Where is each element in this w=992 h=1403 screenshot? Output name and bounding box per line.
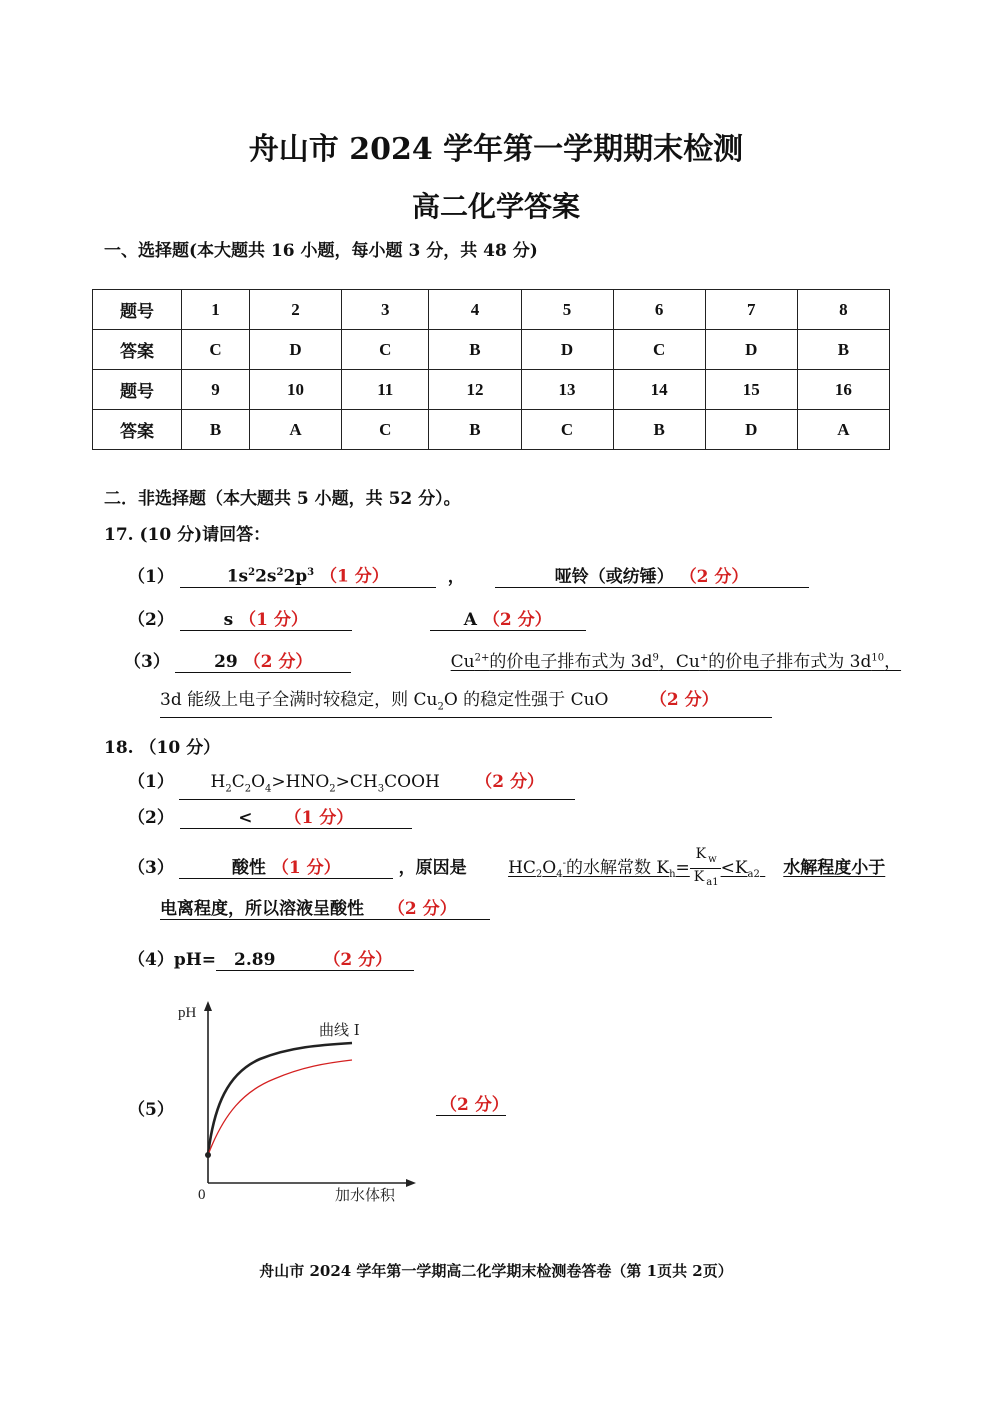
table-cell: C <box>613 330 705 370</box>
text-run: HC <box>508 857 536 878</box>
table-cell: 9 <box>182 370 250 410</box>
table-cell: C <box>182 330 250 370</box>
score-mark: （2 分） <box>243 652 313 672</box>
text-sub: 2 <box>244 783 252 795</box>
text-sub: 3 <box>377 783 385 795</box>
section2-heading: 二．非选择题（本大题共 5 小题，共 52 分）。 <box>104 489 461 509</box>
answer-blank <box>180 808 412 829</box>
text-sup: + <box>699 652 709 664</box>
table-cell: A <box>249 410 341 450</box>
ph-dilution-graph <box>170 995 420 1210</box>
q17-p2 <box>128 605 586 631</box>
table-cell: 10 <box>249 370 341 410</box>
start-point <box>205 1152 211 1158</box>
text-run: ， <box>884 652 902 672</box>
text-run: Cu <box>450 652 475 672</box>
table-cell: 13 <box>521 370 613 410</box>
q18-heading: 18. （10 分） <box>104 738 221 758</box>
score-mark: （2 分） <box>679 567 749 587</box>
answer-text: s <box>223 610 234 630</box>
y-axis-arrow-icon <box>204 1001 212 1011</box>
page-subtitle: 高二化学答案 <box>411 190 580 223</box>
part-label: （2） <box>128 808 174 828</box>
answer-text: 2.89 <box>234 950 276 970</box>
page-title: 舟山市 2024 学年第一学期期末检测 <box>248 132 744 167</box>
curve-two <box>208 1060 352 1155</box>
text-run: O <box>542 857 557 878</box>
table-cell: 14 <box>613 370 705 410</box>
text-sub: 2 <box>535 869 543 881</box>
frac-den: K <box>693 868 705 885</box>
answer-blank <box>160 690 772 718</box>
score-mark: （2 分） <box>649 690 719 710</box>
answer-text: 酸性 <box>231 857 266 878</box>
q17-p1 <box>128 562 809 588</box>
score-mark: （1 分） <box>271 857 341 878</box>
answer-text: 电离程度，所以溶液呈酸性 <box>160 899 364 919</box>
text-run: ，Cu <box>658 652 700 672</box>
q18-p3-line2 <box>160 899 490 920</box>
table-cell: 12 <box>429 370 521 410</box>
text-run: = <box>675 857 690 878</box>
text-run: 的价电子排布式为 3d <box>489 652 653 672</box>
table-cell: 题号 <box>93 370 182 410</box>
q17-p3-line2 <box>160 690 772 718</box>
table-cell: 15 <box>705 370 797 410</box>
answer-blank <box>179 772 575 800</box>
text-run: COOH <box>384 772 440 792</box>
y-axis-label: pH <box>178 1005 197 1021</box>
table-cell: B <box>613 410 705 450</box>
text-sub: 2 <box>329 783 336 795</box>
text-run: <K <box>720 857 748 878</box>
answer-text: A <box>463 610 477 630</box>
text-run: >CH <box>335 772 378 792</box>
separator: ， <box>447 567 465 587</box>
text-sub: 2 <box>225 783 232 795</box>
q17-p3 <box>124 647 901 673</box>
answer-blank <box>495 567 809 588</box>
text-sup: 9 <box>652 652 659 664</box>
answer-blank <box>180 563 436 588</box>
score-mark: （2 分） <box>440 1095 509 1115</box>
table-cell: 2 <box>249 290 341 330</box>
part-label: （3） <box>128 857 174 878</box>
q17-heading: 17. (10 分)请回答： <box>104 525 271 545</box>
table-row <box>93 330 890 370</box>
answer-blank <box>179 858 393 879</box>
frac-num: K <box>695 846 707 862</box>
answer-blank <box>430 610 586 631</box>
part-label: （3） <box>124 652 170 672</box>
table-cell: 5 <box>521 290 613 330</box>
frac-den-sub: a1 <box>706 876 719 888</box>
answer-blank <box>436 1095 509 1116</box>
score-mark: （1 分） <box>320 567 389 587</box>
table-cell: 11 <box>342 370 429 410</box>
score-mark: （2 分） <box>482 610 552 630</box>
table-cell: C <box>342 330 429 370</box>
reason-text <box>472 846 885 891</box>
table-row <box>93 410 890 450</box>
table-cell: 8 <box>797 290 889 330</box>
frac-num-sub: w <box>708 853 717 865</box>
table-row <box>93 290 890 330</box>
text-run: 水解程度小于 <box>783 857 886 878</box>
part-label: （5） <box>128 1100 174 1120</box>
answer-sup: 2 <box>276 567 284 579</box>
table-cell: 6 <box>613 290 705 330</box>
text-sup: - <box>562 858 566 870</box>
q18-p4 <box>128 945 414 971</box>
table-row <box>93 370 890 410</box>
answer-text: 1s <box>226 567 249 587</box>
text-run: >HNO <box>271 772 330 792</box>
answer-text: 2p <box>283 567 308 587</box>
text-run: 3d 能级上电子全满时较稳定，则 Cu <box>160 690 438 710</box>
answer-sup: 3 <box>307 567 315 579</box>
part-label: （4）pH= <box>128 950 217 970</box>
table-cell: B <box>429 410 521 450</box>
answer-text: < <box>238 808 253 828</box>
answer-blank <box>175 652 351 673</box>
q18-p1 <box>128 767 575 800</box>
answer-text: 哑铃（或纺锤） <box>554 567 674 587</box>
part-label: （2） <box>128 610 174 630</box>
table-cell: 7 <box>705 290 797 330</box>
table-cell: 3 <box>342 290 429 330</box>
table-cell: D <box>521 330 613 370</box>
section1-heading: 一、选择题(本大题共 16 小题，每小题 3 分，共 48 分) <box>104 241 538 261</box>
text-run: 的价电子排布式为 3d <box>708 652 872 672</box>
q18-p5-score <box>436 1095 509 1116</box>
table-cell: B <box>182 410 250 450</box>
text-sub: h <box>669 869 676 881</box>
text-sup: 10 <box>871 652 885 664</box>
answer-table <box>92 289 890 450</box>
table-cell: C <box>342 410 429 450</box>
table-cell: 题号 <box>93 290 182 330</box>
score-mark: （1 分） <box>284 808 354 828</box>
answer-blank <box>180 610 352 631</box>
table-cell: B <box>429 330 521 370</box>
text-run: O <box>251 772 266 792</box>
table-cell: C <box>521 410 613 450</box>
table-cell: B <box>797 330 889 370</box>
answer-sup: 2 <box>248 567 256 579</box>
text-sub: a2 <box>747 869 760 881</box>
text-run: 的水解常数 K <box>565 857 670 878</box>
reason-lead: ，原因是 <box>398 857 467 878</box>
text-run: O 的稳定性强于 CuO <box>443 690 609 710</box>
curve-one <box>208 1043 352 1155</box>
table-cell: 4 <box>429 290 521 330</box>
score-mark: （2 分） <box>475 772 544 792</box>
answer-text: 2s <box>255 567 277 587</box>
origin-label: 0 <box>198 1187 206 1203</box>
part-label: （1） <box>128 772 174 792</box>
score-mark: （1 分） <box>239 610 308 630</box>
table-cell: 答案 <box>93 330 182 370</box>
table-cell: D <box>705 330 797 370</box>
answer-blank <box>216 950 414 971</box>
table-cell: A <box>797 410 889 450</box>
x-axis-label: 加水体积 <box>335 1186 396 1204</box>
table-cell: D <box>249 330 341 370</box>
text-sub: 4 <box>556 869 563 881</box>
q18-p2 <box>128 803 412 829</box>
text-sup: 2+ <box>474 652 490 664</box>
text-sub: 4 <box>265 783 272 795</box>
table-cell: D <box>705 410 797 450</box>
table-cell: 1 <box>182 290 250 330</box>
q18-p3 <box>128 846 885 891</box>
score-mark: （2 分） <box>323 950 393 970</box>
text-run: H <box>210 772 226 792</box>
answer-text <box>433 647 901 672</box>
table-cell: 答案 <box>93 410 182 450</box>
part-label: （1） <box>128 567 174 587</box>
score-mark: （2 分） <box>387 899 457 919</box>
answer-blank <box>160 899 490 920</box>
page-footer: 舟山市 2024 学年第一学期高二化学期末检测卷答卷（第 1页共 2页） <box>259 1262 733 1280</box>
text-run: C <box>231 772 245 792</box>
curve-label: 曲线 Ⅰ <box>319 1021 360 1039</box>
x-axis-arrow-icon <box>406 1179 416 1187</box>
table-cell: 16 <box>797 370 889 410</box>
text-sub: 2 <box>437 701 444 713</box>
fraction <box>690 846 721 891</box>
answer-text: 29 <box>214 652 238 672</box>
